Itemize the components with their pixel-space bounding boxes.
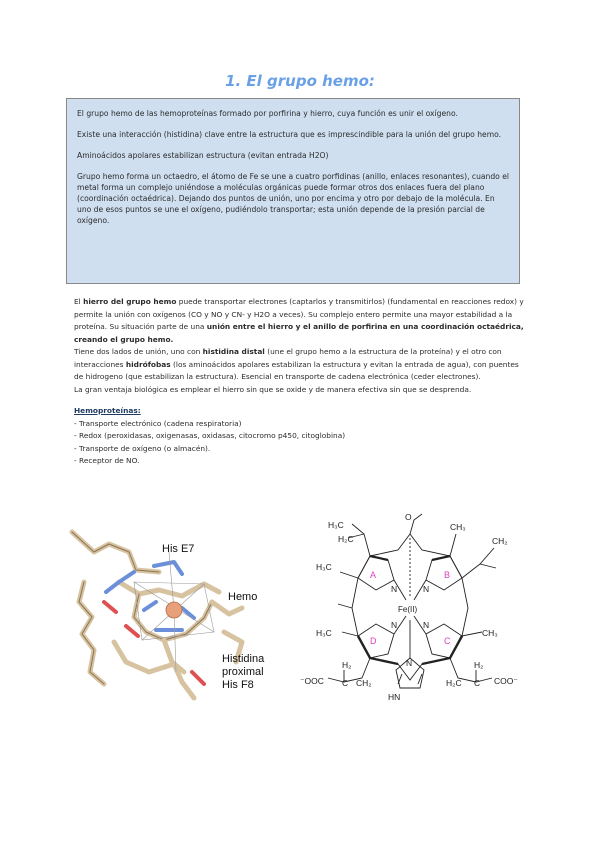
label-h3c-left: H₃C — [316, 562, 332, 572]
label-his-f8: His F8 — [222, 679, 254, 691]
label-fe: Fe(II) — [398, 605, 418, 614]
label-hemo: Hemo — [228, 591, 258, 603]
protein-sticks — [72, 532, 242, 698]
label-his-e7: His E7 — [162, 543, 195, 555]
summary-line: Grupo hemo forma un octaedro, el átomo de Fe se une a cuatro porfidinas (anillo, enlaces resonantes), cuando el metal forma un complejo uniéndose a moléculas orgánicas puede formar otros dos enlaces fuera del plano (coordinación octaédrica). Dejando dos puntos de unión, uno por encima y otro por debajo de la molécula. En uno de esos puntos se une el oxígeno, pudiéndolo transportar; esta unión depende de la presión parcial de oxígeno. — [77, 172, 510, 225]
ring-d-label: D — [370, 636, 377, 646]
paragraph-iron — [74, 296, 524, 346]
hemoproteins-item: - Transporte de oxígeno (o almacén). — [74, 443, 211, 453]
label-n-d: N — [391, 620, 398, 630]
hemoproteins-heading: Hemoproteínas: — [74, 406, 141, 415]
summary-line: Existe una interacción (histidina) clave entre la estructura que es imprescindible para la unión del grupo hemo. — [77, 130, 502, 139]
label-h2c-vinyl: H₂C — [338, 534, 354, 544]
label-h3c-lower: H₃C — [316, 628, 332, 638]
ring-b-label: B — [444, 570, 451, 580]
bold-run: hidrófobas — [125, 359, 171, 369]
heme-structure-diagram — [298, 508, 538, 708]
section-title: 1. El grupo hemo: — [225, 72, 375, 90]
summary-line: Aminoácidos apolares estabilizan estructura (evitan entrada H2O) — [77, 151, 329, 160]
iron-atom — [166, 602, 182, 618]
label-n-b: N — [423, 584, 430, 594]
hemoproteins-item: - Receptor de NO. — [74, 456, 140, 465]
ring-a-label: A — [370, 570, 377, 580]
label-hn: HN — [388, 692, 401, 702]
label-histidina: Histidina — [222, 653, 265, 665]
bold-run: unión entre el hierro y el anillo de porfirina en una coordinación octaédrica, creando el grupo hemo. — [74, 322, 524, 344]
summary-line: El grupo hemo de las hemoproteínas formado por porfirina y hierro, cuya función es unir el oxígeno. — [77, 109, 458, 118]
text-run: (los aminoácidos apolares estabilizan la estructura y evitan la entrada de agua), con puentes de hidrogeno (que estabilizan la estructura). Esencial en transporte de cadena electrónica (ceder electrones). — [74, 359, 519, 381]
ring-c-label: C — [444, 636, 451, 646]
hemoproteins-item: - Transporte electrónico (cadena respiratoria) — [74, 418, 242, 428]
heme-3d-figure — [64, 522, 304, 712]
label-n-imidazole: N — [406, 658, 413, 668]
bold-run: hierro del grupo hemo — [83, 297, 177, 306]
label-proximal: proximal — [222, 666, 264, 678]
text-run: Tiene dos lados de unión, uno con — [74, 347, 203, 356]
label-c-left: C — [342, 678, 349, 688]
text-run: (une el grupo hemo a la estructura de la proteína) y el otro con interacciones — [74, 347, 502, 369]
label-o: O — [405, 512, 412, 522]
label-h2c-right: H₂C — [446, 678, 462, 688]
label-n-c: N — [423, 620, 430, 630]
label-coo-right: COO⁻ — [494, 676, 518, 686]
summary-box — [66, 98, 520, 284]
paragraph-binding — [74, 346, 524, 384]
bold-run: histidina distal — [202, 347, 265, 356]
text-run: puede transportar electrones (captarlos y transmitirlos) (fundamental en reacciones redox) y permite la unión con oxígenos (CO y NO y CN- y H2O a veces). Su complejo entero permite una mayor estabilidad a la proteína. Su situación parte de una — [74, 297, 524, 331]
label-ch3-right: CH₃ — [482, 628, 498, 638]
label-h3c-top: H₃C — [328, 520, 344, 530]
label-c-right: C — [474, 678, 481, 688]
label-ch3-top: CH₃ — [450, 522, 466, 532]
label-coo-left: ⁻OOC — [300, 676, 324, 686]
hemoproteins-item: - Redox (peroxidasas, oxigenasas, oxidasas, citocromo p450, citoglobina) — [74, 431, 346, 440]
text-run: El — [74, 297, 84, 306]
paragraph-advantage: La gran ventaja biológica es emplear el hierro sin que se oxide y de manera efectiva sin que se desprenda. — [74, 384, 472, 394]
label-ch2-right: CH₂ — [492, 536, 508, 546]
structure-labels — [300, 512, 518, 702]
label-ch2-left: CH₂ — [356, 678, 372, 688]
label-h2-right: H₂ — [474, 660, 484, 670]
label-h2-left: H₂ — [342, 660, 352, 670]
main-text — [74, 296, 524, 468]
label-n-a: N — [391, 584, 398, 594]
